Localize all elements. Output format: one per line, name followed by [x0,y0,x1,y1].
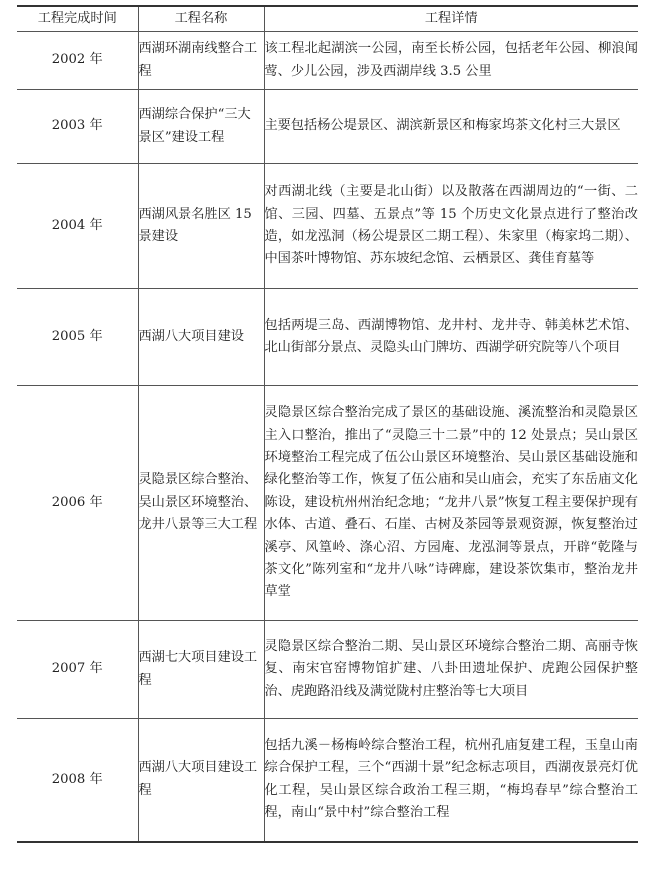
project-name: 西湖风景名胜区 15 景建设 [138,164,264,289]
table-row [17,289,638,386]
table-row [17,90,638,164]
project-detail: 对西湖北线（主要是北山街）以及散落在西湖周边的“一街、二馆、三园、四墓、五景点”等 15 个历史文化景点进行了整治改造，如龙泓洞（杨公堤景区二期工程）、朱家里（梅家坞二期）、中国茶叶博物馆、苏东坡纪念馆、云栖景区、龚佳育墓等 [264,164,638,289]
completion-year: 2004 年 [17,164,138,289]
table-row [17,164,638,289]
completion-year: 2005 年 [17,289,138,386]
table-row [17,386,638,621]
table-row [17,719,638,842]
header-project-name: 工程名称 [138,6,264,32]
header-project-details: 工程详情 [264,6,638,32]
table-row [17,32,638,90]
project-detail: 包括九溪－杨梅岭综合整治工程，杭州孔庙复建工程，玉皇山南综合保护工程，三个“西湖十景”纪念标志项目，西湖夜景亮灯优化工程，吴山景区综合政治工程三期，“梅坞春早”综合整治工程，南山“景中村”综合整治工程 [264,719,638,842]
project-name: 西湖八大项目建设 [138,289,264,386]
completion-year: 2006 年 [17,386,138,621]
project-name: 灵隐景区综合整治、吴山景区环境整治、龙井八景等三大工程 [138,386,264,621]
project-name: 西湖环湖南线整合工程 [138,32,264,90]
header-row [17,6,638,32]
completion-year: 2003 年 [17,90,138,164]
project-name: 西湖七大项目建设工程 [138,621,264,719]
project-detail: 灵隐景区综合整治二期、吴山景区环境综合整治二期、高丽寺恢复、南宋官窑博物馆扩建、八卦田遗址保护、虎跑公园保护整治、虎跑路沿线及满觉陇村庄整治等七大项目 [264,621,638,719]
project-detail: 灵隐景区综合整治完成了景区的基础设施、溪流整治和灵隐景区主入口整治，推出了“灵隐三十二景”中的 12 处景点；吴山景区环境整治工程完成了伍公山景区环境整治、吴山景区基础设施和绿化整治等工作，恢复了伍公庙和吴山庙会，充实了东岳庙文化陈设，建设杭州州治纪念地；“龙井八景”恢复工程主要保护现有水体、古道、叠石、石崖、古树及茶园等景观资源，恢复整治过溪亭、风篁岭、涤心沼、方园庵、龙泓洞等景点，开辟“乾隆与茶文化”陈列室和“龙井八咏”诗碑廊，建设茶饮集市，整治龙井草堂 [264,386,638,621]
project-name: 西湖综合保护“三大景区”建设工程 [138,90,264,164]
header-completion-time: 工程完成时间 [17,6,138,32]
completion-year: 2007 年 [17,621,138,719]
table-row [17,621,638,719]
completion-year: 2008 年 [17,719,138,842]
project-detail: 该工程北起湖滨一公园，南至长桥公园，包括老年公园、柳浪闻莺、少儿公园，涉及西湖岸线 3.5 公里 [264,32,638,90]
project-name: 西湖八大项目建设工程 [138,719,264,842]
project-detail: 主要包括杨公堤景区、湖滨新景区和梅家坞茶文化村三大景区 [264,90,638,164]
completion-year: 2002 年 [17,32,138,90]
projects-table [17,5,638,843]
project-detail: 包括两堤三岛、西湖博物馆、龙井村、龙井寺、韩美林艺术馆、北山街部分景点、灵隐头山门牌坊、西湖学研究院等八个项目 [264,289,638,386]
